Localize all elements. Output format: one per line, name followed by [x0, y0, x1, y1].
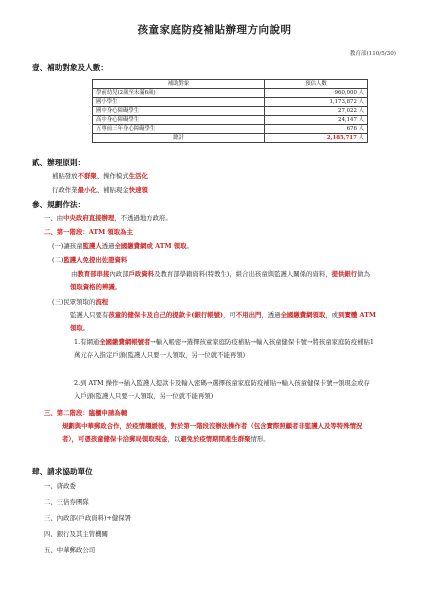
table-cell-count: 27,022 人: [265, 107, 368, 116]
document-title: 孩童家庭防疫補貼辦理方向說明: [137, 24, 292, 36]
list-item: 三、內政部(戶政資料)+健保署: [44, 514, 132, 522]
list-item: 四、銀行及其主管機關: [44, 530, 108, 538]
plan-highlight: 孩童的健保卡及自己的提款卡(銀行帳號): [108, 311, 224, 319]
plan-text: ，以: [167, 434, 181, 443]
principle-text: 補貼發放: [52, 172, 78, 180]
plan-sub-2-paragraph: [70, 268, 376, 293]
plan-item-3-paragraph: [62, 420, 378, 445]
principle-text: 、補貼現金: [96, 186, 129, 194]
plan-highlight: 輔: [120, 409, 128, 417]
table-cell-target: 國中身心障礙學生: [93, 107, 265, 116]
plan-highlight: 全國繳費網領取: [280, 311, 326, 319]
table-header-count: 預估人數: [265, 80, 368, 89]
section-2-heading: 貳、辦理原則：: [32, 158, 86, 167]
table-total-row: [93, 134, 368, 143]
table-total-cell: [265, 134, 368, 143]
plan-text: (三)民眾領取的: [52, 298, 96, 306]
plan-text: ，透過: [261, 311, 281, 319]
table-cell-target: 國小學生: [93, 98, 265, 107]
table-total-unit: 人: [358, 135, 364, 141]
plan-text: 。: [114, 282, 122, 291]
plan-highlight: 戶政資料: [128, 270, 155, 278]
plan-text: 做為: [357, 270, 370, 278]
plan-text: 。: [82, 323, 90, 332]
plan-highlight: 不用出門: [235, 311, 262, 319]
plan-method-2: 2.到 ATM 操作→插入監護人提款卡及輸入密碼→選擇孩童家庭防疫補貼→輸入孩童健保卡號→領現金或存入戶頭(監護人只要一人領取，另一位就不能再領): [74, 379, 370, 400]
plan-item-1: [44, 214, 172, 222]
table-cell-count: 960,000 人: [265, 89, 368, 98]
principle-line-1: [52, 172, 148, 180]
plan-text: 及教育部學籍資料(特教生)，組合出孩童與監護人關係的資料，: [154, 270, 332, 278]
table-cell-target: 高中身心障礙學生: [93, 116, 265, 125]
principle-line-2: [52, 186, 148, 194]
plan-highlight: 全國繳費網或 ATM 領取: [114, 242, 187, 250]
plan-highlight: 監護人: [82, 242, 102, 250]
plan-text: ，或: [325, 311, 339, 319]
table-row: [93, 107, 368, 116]
table-row: [93, 98, 368, 107]
plan-text: 由: [71, 270, 78, 278]
plan-highlight: 三、第二階段：臨櫃申請為: [44, 409, 121, 417]
plan-sub-3: [52, 298, 108, 306]
table-header-row: [93, 80, 368, 89]
plan-text: ，可: [223, 311, 236, 319]
subsidy-table: [92, 79, 368, 143]
plan-highlight: 避免於疫情期間產生群聚: [180, 434, 251, 443]
table-row: [93, 125, 368, 134]
plan-highlight: 監護人免提出佐證資料: [63, 256, 128, 264]
plan-text: 監護人只要有: [70, 311, 109, 319]
principle-text: 行政作業: [52, 186, 78, 194]
plan-text: 一、由: [44, 214, 64, 222]
plan-sub-3-paragraph: [70, 309, 376, 334]
plan-highlight: 教育部串接: [77, 270, 110, 278]
plan-highlight: 到實體 ATM 領取: [70, 311, 376, 332]
table-row: [93, 89, 368, 98]
plan-sub-1: [52, 242, 193, 250]
plan-text: 。: [186, 242, 193, 250]
plan-text: (一)讓孩童: [52, 242, 83, 250]
plan-text: 1.有網通: [74, 338, 100, 346]
plan-highlight: 憑孩童健保卡洽郵局領取現金: [84, 434, 168, 443]
table-cell-count: 24,147 人: [265, 116, 368, 125]
section-3-heading: 參、規劃作法：: [32, 200, 86, 209]
plan-sub-2: [52, 256, 127, 264]
table-total-label: 總計: [93, 134, 265, 143]
plan-highlight: 全國繳費網帳號者: [99, 338, 151, 346]
list-item: 二、三倍券團隊: [44, 498, 89, 506]
principle-highlight: 最小化: [77, 186, 97, 194]
section-1-heading: 壹、補助對象及人數：: [32, 63, 108, 72]
plan-highlight: 流程: [95, 298, 109, 306]
plan-text: (二): [52, 256, 64, 264]
principle-highlight: 生活化: [128, 172, 148, 180]
plan-text: 情形。: [250, 434, 270, 443]
table-cell-target: 學前幼兒(2歲至未滿6歲): [93, 89, 265, 98]
plan-text: 透過: [101, 242, 115, 250]
plan-text: →輸入帳密→選擇孩童家庭防疫補貼→輸入孩童健保卡號→將孩童家庭防疫補貼1萬元存入指定戶頭(監護人只要一人領取，另一位就不能再領): [74, 338, 374, 359]
table-cell-target: 五專前三年身心障礙學生: [93, 125, 265, 134]
section-4-heading: 肆、請求協助單位: [32, 467, 93, 476]
document-date-reference: 教育部(110/5/30): [349, 51, 396, 57]
plan-method-1: [74, 336, 374, 361]
plan-highlight: 規劃與中華郵政合作，於疫情趨緩後，對於第一階段沒辦法操作者（包含實際照顧者非監護人及等特殊情況者），可: [62, 422, 363, 443]
plan-text: 內政部: [109, 270, 129, 278]
plan-highlight: 提供銀行: [331, 270, 358, 278]
principle-text: 、操作模式: [96, 172, 129, 180]
list-item: 五、中華郵政公司: [44, 546, 96, 554]
plan-item-2-heading: 二、第一階段：ATM 領取為主: [44, 228, 133, 236]
plan-text: ，不透過地方政府。: [114, 214, 172, 222]
table-total-value: 2,185,717: [326, 135, 357, 141]
table-cell-count: 1,173,872 人: [265, 98, 368, 107]
table-cell-count: 676 人: [265, 125, 368, 134]
principle-highlight: 快速領: [128, 186, 148, 194]
list-item: 一、唐政委: [44, 482, 76, 490]
plan-highlight: 領取資格的辨識: [70, 282, 115, 291]
plan-item-3-heading: [44, 409, 127, 417]
principle-highlight: 不群聚: [77, 172, 97, 180]
table-row: [93, 116, 368, 125]
table-header-target: 補助對象: [93, 80, 265, 89]
plan-highlight: 中央政府直接辦理: [63, 214, 115, 222]
